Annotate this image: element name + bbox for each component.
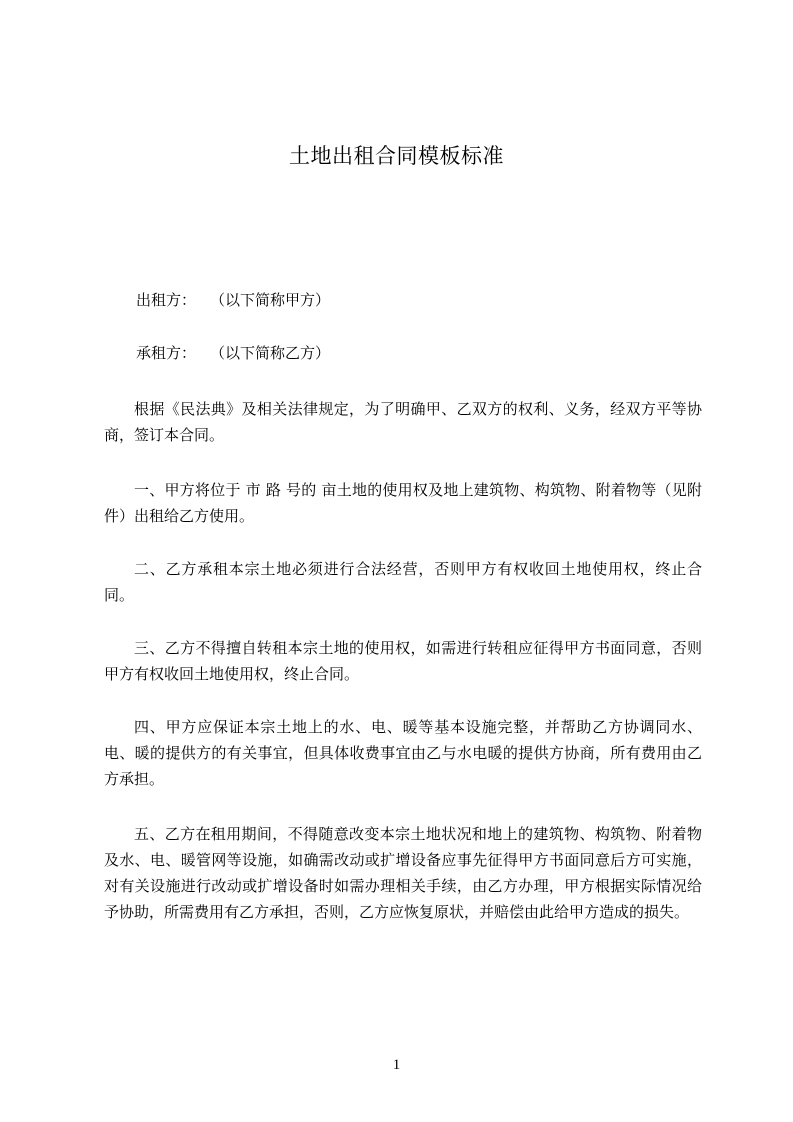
lessor-value: （以下简称甲方） (210, 291, 331, 309)
lessor-label: 出租方： (136, 291, 197, 309)
paragraph-clause-5: 五、乙方在租用期间，不得随意改变本宗土地状况和地上的建筑物、构筑物、附着物及水、电、暖管网等设施，如确需改动或扩增设备应事先征得甲方书面同意后方可实施，对有关设施进行改动或扩增设备时如需办理相关手续，由乙方办理，甲方根据实际情况给予协助，所需费用有乙方承担，否则，乙方应恢复原状，并赔偿由此给甲方造成的损失。 (104, 825, 702, 921)
lessor-line (136, 289, 330, 311)
paragraph-clause-1: 一、甲方将位于 市 路 号的 亩土地的使用权及地上建筑物、构筑物、附着物等（见附件）出租给乙方使用。 (104, 481, 702, 525)
paragraph-clause-4: 四、甲方应保证本宗土地上的水、电、暖等基本设施完整，并帮助乙方协调同水、电、暖的提供方的有关事宜，但具体收费事宜由乙与水电暖的提供方协商，所有费用由乙方承担。 (104, 718, 702, 788)
paragraph-clause-2: 二、乙方承租本宗土地必须进行合法经营，否则甲方有权收回土地使用权，终止合同。 (104, 560, 702, 604)
lessee-value: （以下简称乙方） (210, 344, 331, 362)
lessee-label: 承租方： (136, 344, 197, 362)
paragraph-preamble: 根据《民法典》及相关法律规定，为了明确甲、乙双方的权利、义务，经双方平等协商，签订本合同。 (104, 400, 702, 444)
page-number: 1 (392, 1057, 401, 1073)
lessee-line (136, 342, 330, 364)
paragraph-clause-3: 三、乙方不得擅自转租本宗土地的使用权，如需进行转租应征得甲方书面同意，否则甲方有权收回土地使用权，终止合同。 (104, 639, 702, 683)
document-title: 土地出租合同模板标准 (289, 144, 504, 168)
